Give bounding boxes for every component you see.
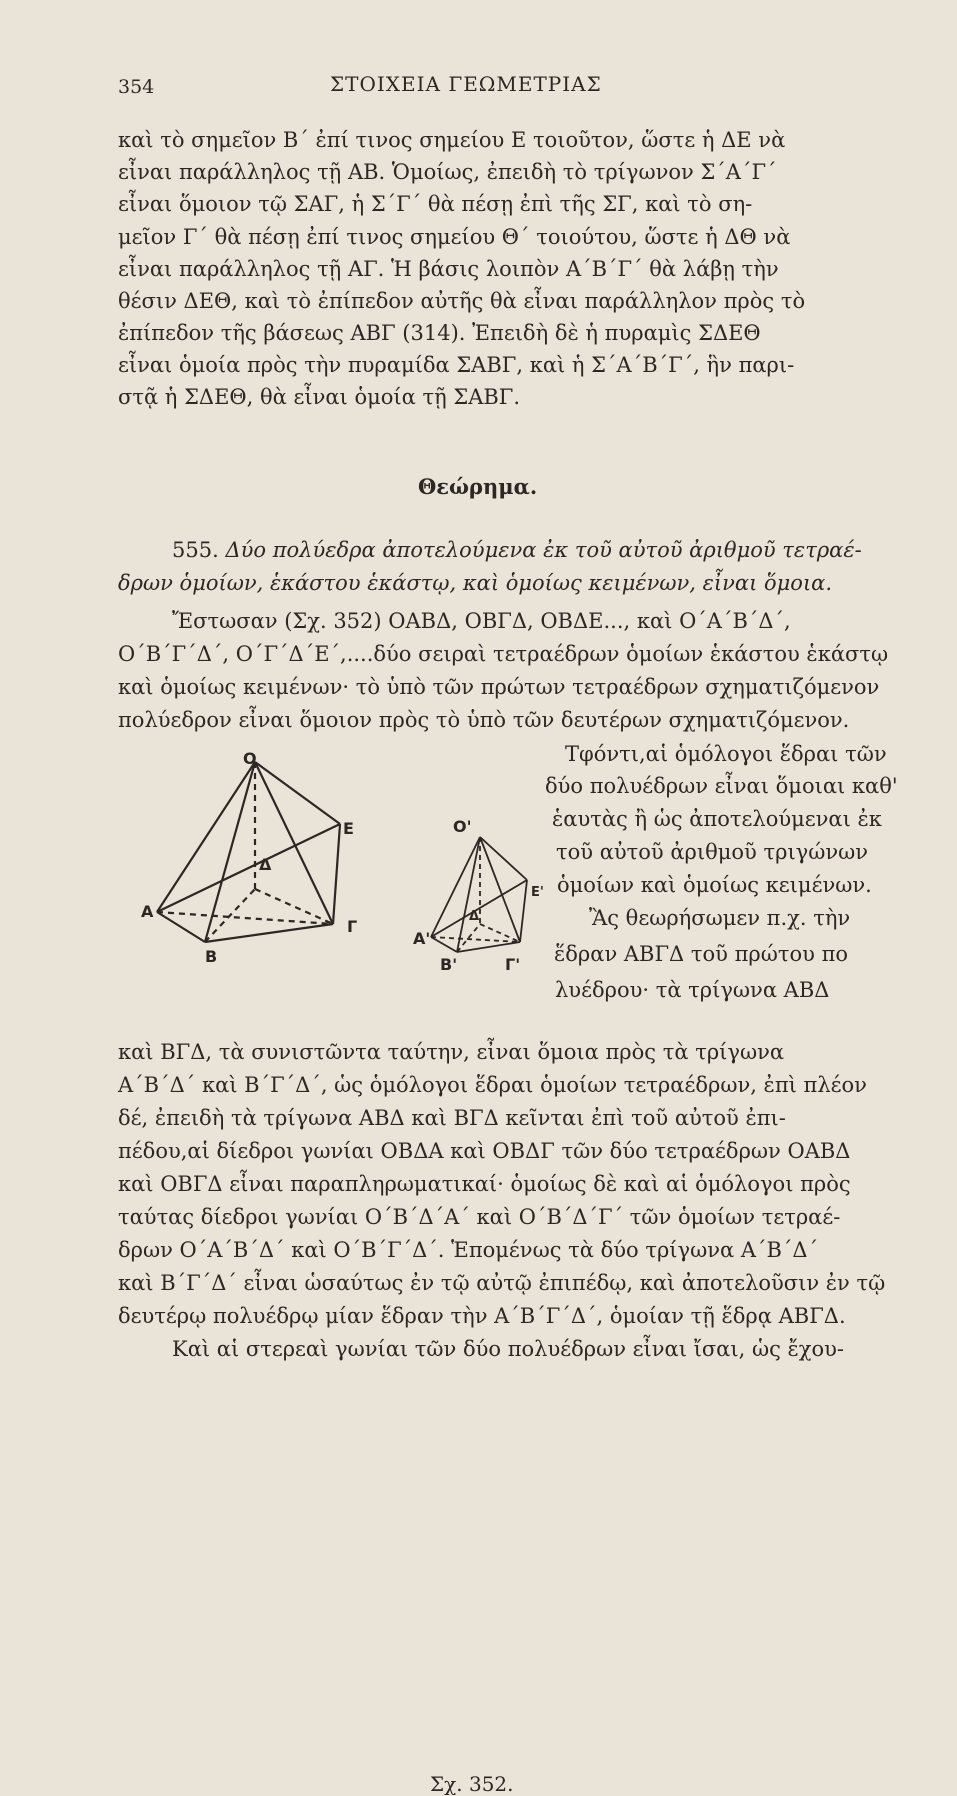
text-line: τοῦ αὐτοῦ ἀριθμοῦ τριγώνων	[556, 840, 869, 864]
label-D: Δ	[259, 855, 272, 874]
text-line: καὶ ΟΒΓΔ εἶναι παραπληρωματικαί· ὁμοίως δὲ καὶ αἱ ὁμόλογοι πρὸς	[118, 1172, 851, 1196]
label-E: E	[343, 819, 354, 838]
text-line: Α΄Β΄Δ΄ καὶ Β΄Γ΄Δ΄, ὡς ὁμόλογοι ἕδραι ὁμοίων τετραέδρων, ἐπὶ πλέον	[118, 1073, 867, 1097]
text-line: καὶ τὸ σημεῖον Β΄ ἐπί τινος σημείου Ε τοιοῦτον, ὥστε ἡ ΔΕ νὰ	[118, 128, 786, 152]
edge-BG	[205, 924, 333, 942]
label-A2: A'	[413, 929, 431, 948]
label-B: B	[205, 947, 218, 966]
edge-OE	[255, 762, 340, 824]
edge-GE	[333, 824, 340, 924]
label-A: A	[141, 902, 154, 921]
label-G2: Γ'	[505, 955, 521, 974]
second-polyhedron	[431, 837, 527, 952]
text-line: ἕδραν ΑΒΓΔ τοῦ πρώτου πο	[554, 942, 849, 966]
theorem-number: 555.	[172, 538, 219, 562]
running-title: ΣΤΟΙΧΕΙΑ ΓΕΩΜΕΤΡΙΑΣ	[330, 72, 602, 96]
edge-O2G2	[480, 837, 520, 942]
label-D2: Δ	[469, 909, 480, 924]
statement-line	[172, 538, 862, 562]
page-header	[0, 70, 957, 100]
text-line: πολύεδρον εἶναι ὅμοιον πρὸς τὸ ὑπὸ τῶν δευτέρων σχηματιζόμενον.	[118, 708, 850, 732]
edge-DG	[255, 889, 333, 924]
text-line: δέ, ἐπειδὴ τὰ τρίγωνα ΑΒΔ καὶ ΒΓΔ κεῖνται ἐπὶ τοῦ αὐτοῦ ἐπι-	[118, 1106, 786, 1130]
text-line: εἶναι ὁμοία πρὸς τὴν πυραμίδα ΣΑΒΓ, καὶ ἡ Σ΄Α΄Β΄Γ΄, ἣν παρι-	[118, 353, 795, 377]
edge-A2G2	[431, 937, 520, 942]
statement-text: Δύο πολύεδρα ἀποτελούμενα ἐκ τοῦ αὐτοῦ ἀριθμοῦ τετραέ-	[225, 538, 862, 562]
text-line: Τφόντι,αἱ ὁμόλογοι ἕδραι τῶν	[565, 742, 887, 766]
text-line: θέσιν ΔΕΘ, καὶ τὸ ἐπίπεδον αὐτῆς θὰ εἶναι παράλληλον πρὸς τὸ	[118, 289, 806, 313]
text-line: ταύτας δίεδροι γωνίαι Ο΄Β΄Δ΄Α΄ καὶ Ο΄Β΄Δ΄Γ΄ τῶν ὁμοίων τετραέ-	[118, 1205, 841, 1229]
text-line: ὁμοίων καὶ ὁμοίως κειμένων.	[557, 873, 872, 897]
text-line: καὶ Β΄Γ΄Δ΄ εἶναι ὡσαύτως ἐν τῷ αὐτῷ ἐπιπέδῳ, καὶ ἀποτελοῦσιν ἐν τῷ	[118, 1271, 886, 1295]
text-line: Καὶ αἱ στερεαὶ γωνίαι τῶν δύο πολυέδρων εἶναι ἴσαι, ὡς ἔχου-	[172, 1337, 845, 1361]
label-O: O	[243, 752, 257, 768]
polyhedra-diagram	[135, 752, 555, 1022]
label-G: Γ	[347, 917, 358, 936]
edge-A2B2	[431, 937, 457, 952]
text-line: δευτέρῳ πολυέδρῳ μίαν ἕδραν τὴν Α΄Β΄Γ΄Δ΄, ὁμοίαν τῇ ἕδρᾳ ΑΒΓΔ.	[118, 1304, 846, 1328]
text-line: εἶναι ὅμοιον τῷ ΣΑΓ, ἡ Σ΄Γ΄ θὰ πέσῃ ἐπὶ τῆς ΣΓ, καὶ τὸ ση-	[118, 192, 753, 216]
figure-caption: Σχ. 352.	[430, 1772, 514, 1796]
text-line: στᾷ ἡ ΣΔΕΘ, θὰ εἶναι ὁμοία τῇ ΣΑΒΓ.	[118, 385, 521, 409]
first-polyhedron	[157, 762, 340, 942]
edge-O2B2	[457, 837, 480, 952]
label-O2: O'	[453, 817, 472, 836]
text-line: δρων Ο΄Α΄Β΄Δ΄ καὶ Ο΄Β΄Γ΄Δ΄. Ἑπομένως τὰ δύο τρίγωνα Α΄Β΄Δ΄	[118, 1238, 819, 1262]
edge-OG	[255, 762, 333, 924]
page-number: 354	[118, 76, 155, 98]
text-line: εἶναι παράλληλος τῇ ΑΓ. Ἡ βάσις λοιπὸν Α΄Β΄Γ΄ θὰ λάβῃ τὴν	[118, 257, 779, 281]
text-line: καὶ ὁμοίως κειμένων· τὸ ὑπὸ τῶν πρώτων τετραέδρων σχηματιζόμενον	[118, 675, 880, 699]
theorem-heading: Θεώρημα.	[418, 474, 538, 499]
edge-AG	[157, 912, 333, 924]
edge-G2E2	[520, 880, 527, 942]
label-B2: B'	[440, 955, 458, 974]
text-line: λυέδρου· τὰ τρίγωνα ΑΒΔ	[555, 978, 830, 1002]
text-line: Ο΄Β΄Γ΄Δ΄, Ο΄Γ΄Δ΄Ε΄,....δύο σειραὶ τετραέδρων ὁμοίων ἑκάστου ἑκάστῳ	[118, 642, 889, 666]
text-line: δύο πολυέδρων εἶναι ὅμοιαι καθ'	[545, 774, 898, 798]
text-line: μεῖον Γ΄ θὰ πέσῃ ἐπί τινος σημείου Θ΄ τοιούτου, ὥστε ἡ ΔΘ νὰ	[118, 225, 791, 249]
text-line: Ἔστωσαν (Σχ. 352) ΟΑΒΔ, ΟΒΓΔ, ΟΒΔΕ..., καὶ Ο΄Α΄Β΄Δ΄,	[172, 609, 791, 633]
edge-B2G2	[457, 942, 520, 952]
edge-O2E2	[480, 837, 527, 880]
text-line: εἶναι παράλληλος τῇ ΑΒ. Ὁμοίως, ἐπειδὴ τὸ τρίγωνον Σ΄Α΄Γ΄	[118, 160, 777, 184]
statement-line: δρων ὁμοίων, ἑκάστου ἑκάστῳ, καὶ ὁμοίως κειμένων, εἶναι ὅμοια.	[118, 571, 833, 595]
text-line: ἐπίπεδον τῆς βάσεως ΑΒΓ (314). Ἐπειδὴ δὲ ἡ πυραμὶς ΣΔΕΘ	[118, 321, 761, 345]
label-E2: E'	[531, 885, 544, 900]
text-line: Ἂς θεωρήσωμεν π.χ. τὴν	[589, 906, 851, 930]
text-line: πέδου,αἱ δίεδροι γωνίαι ΟΒΔΑ καὶ ΟΒΔΓ τῶν δύο τετραέδρων ΟΑΒΔ	[118, 1139, 851, 1163]
edge-AB	[157, 912, 205, 942]
text-line: καὶ ΒΓΔ, τὰ συνιστῶντα ταύτην, εἶναι ὅμοια πρὸς τὰ τρίγωνα	[118, 1040, 785, 1064]
text-line: ἑαυτὰς ἢ ὡς ἀποτελούμεναι ἐκ	[552, 807, 882, 831]
